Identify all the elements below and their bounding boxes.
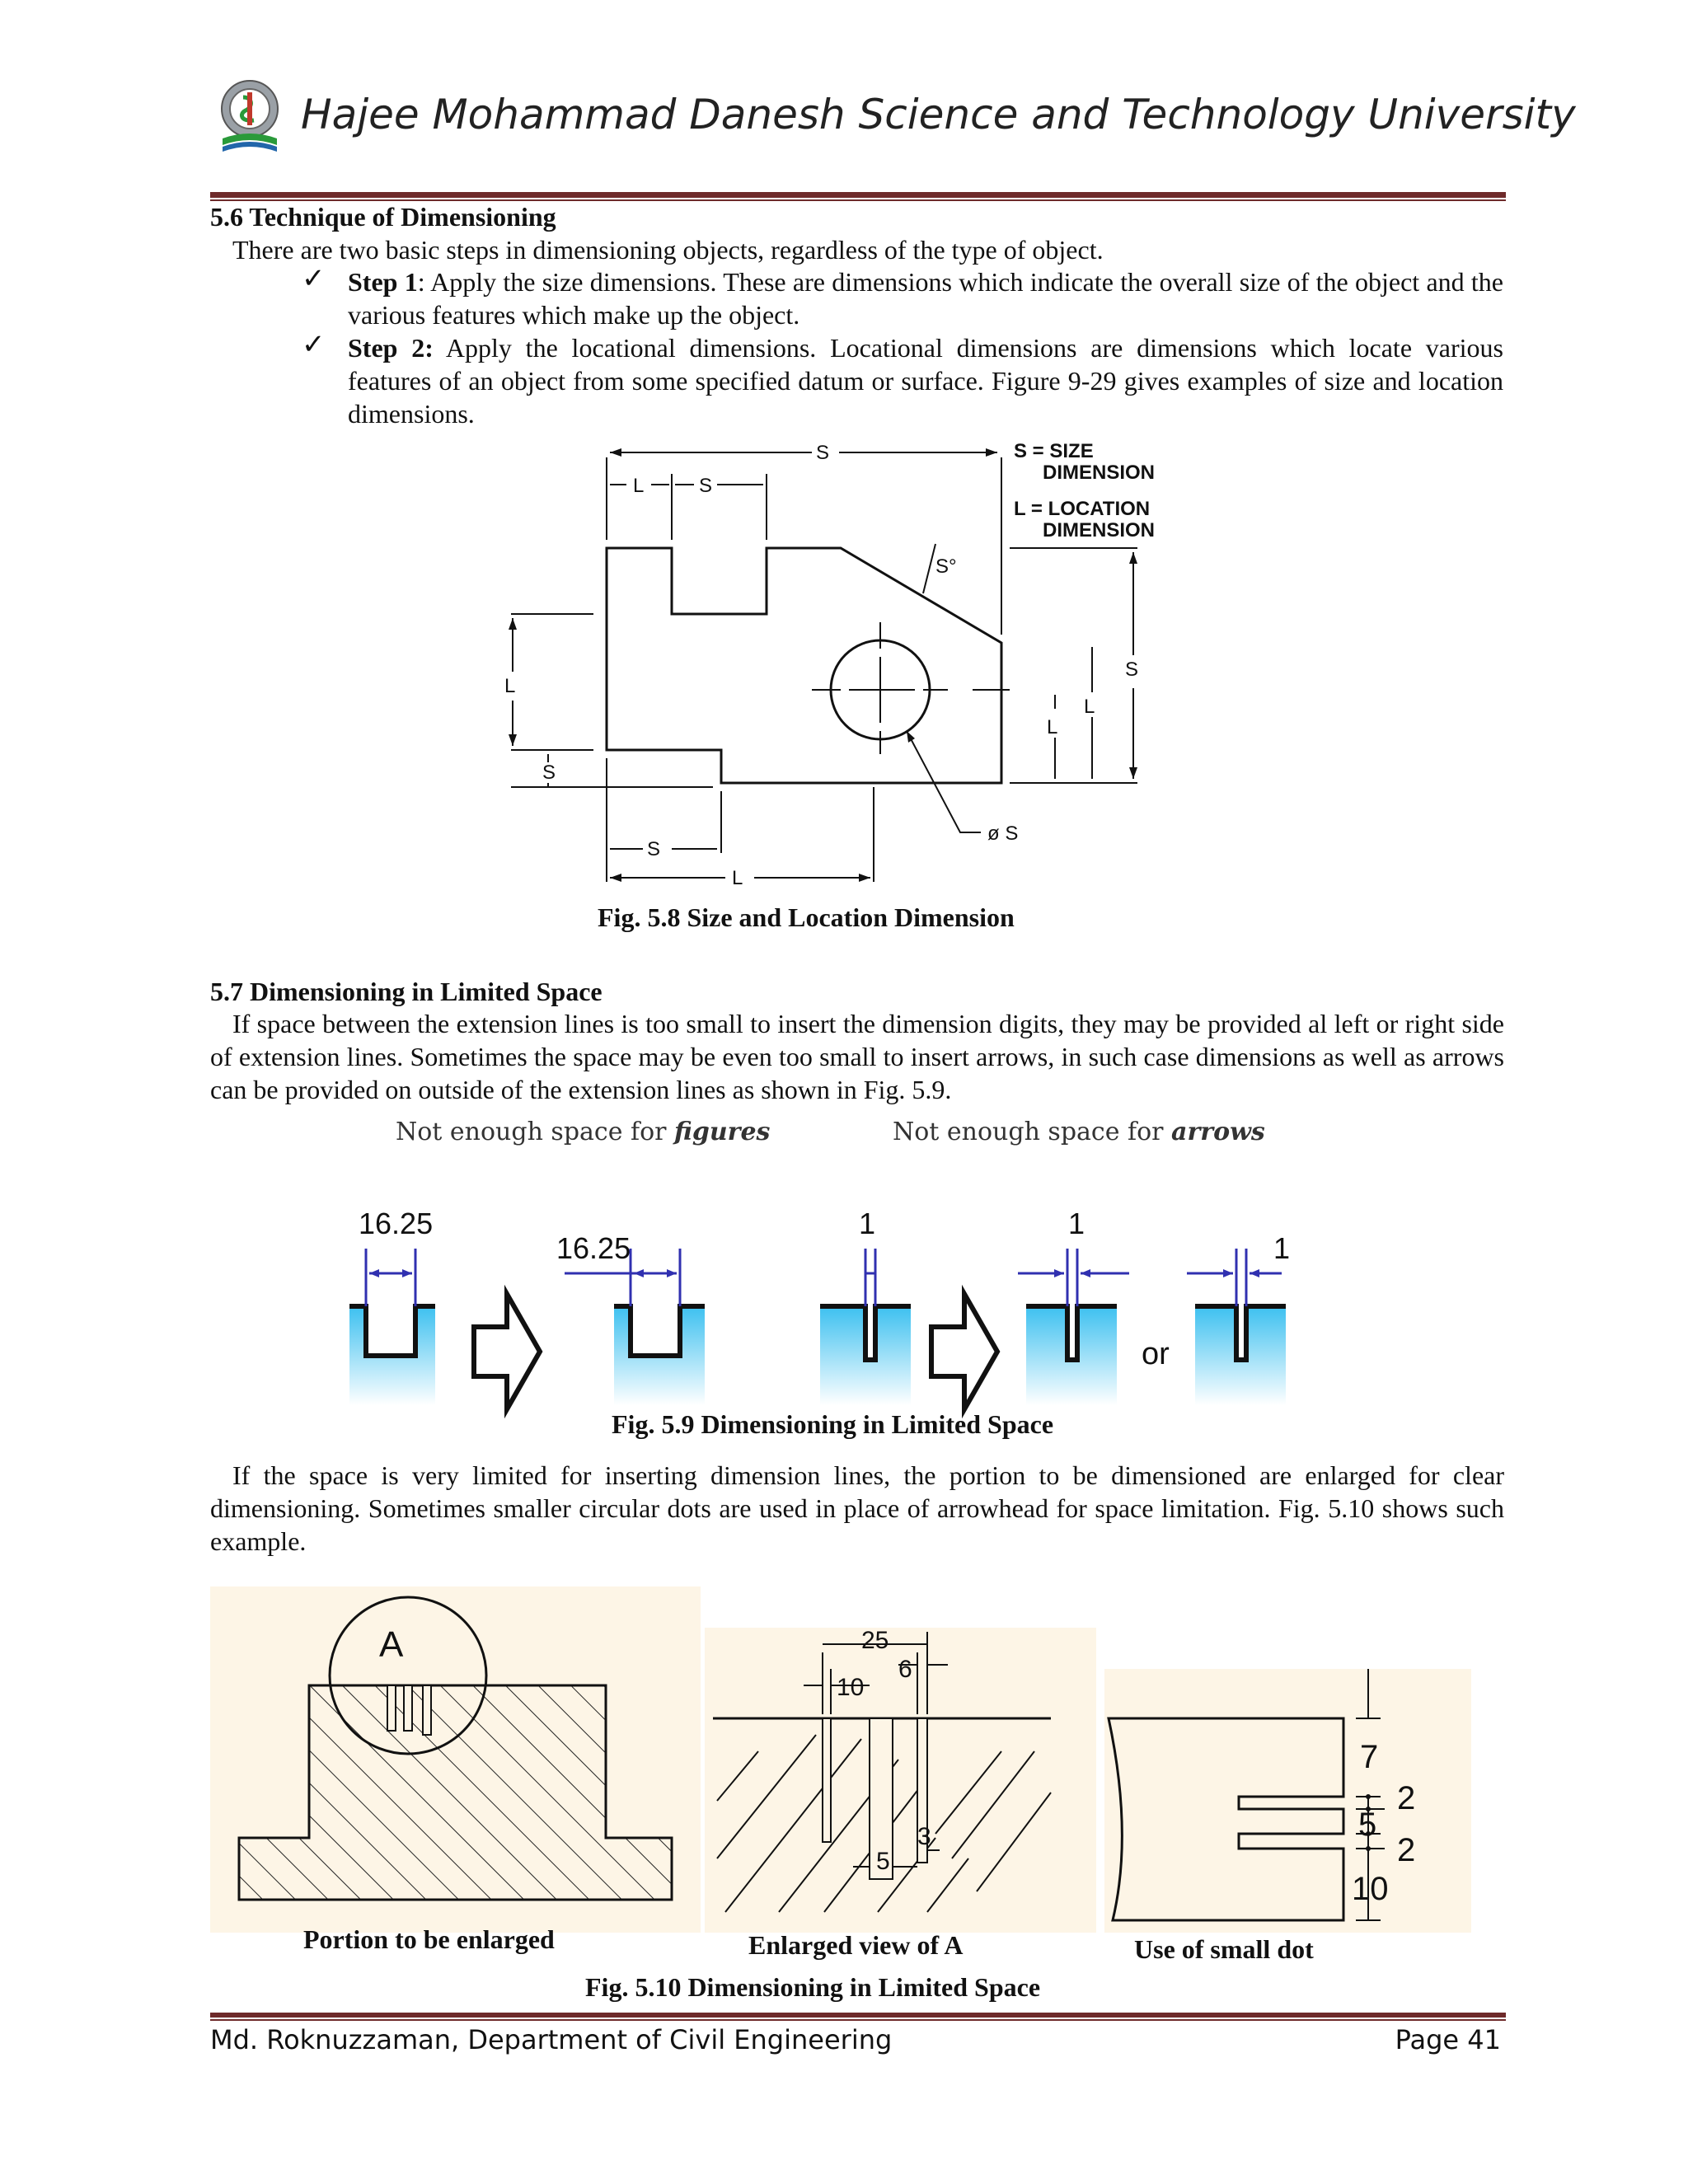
header-rule bbox=[210, 192, 1506, 198]
section-5-7-paragraph: If space between the extension lines is too small to insert the dimension digits, they may be provided al left or right side of extension lines. Sometimes the space may be even too small to insert arrows, in such case dimensions as well as arrows can be provided on outside of the extension lines as shown in Fig. 5.9. bbox=[210, 1009, 1504, 1104]
right-label-prefix: Not enough space for bbox=[893, 1118, 1172, 1146]
fig-5-10-sublabel-3: Use of small dot bbox=[1134, 1934, 1314, 1964]
footer-page-number: Page 41 bbox=[1395, 2024, 1501, 2055]
fig-5-8-drawing bbox=[486, 433, 1203, 894]
header-title: Hajee Mohammad Danesh Science and Technology University bbox=[301, 91, 1576, 138]
logo-emblem-icon bbox=[216, 74, 284, 157]
fig-5-10-sublabel-2: Enlarged view of A bbox=[748, 1930, 964, 1960]
fig59-value-3: 1 bbox=[859, 1207, 876, 1240]
dim-right-10: 10 bbox=[1352, 1871, 1389, 1907]
dim-right-5: 5 bbox=[1358, 1807, 1377, 1843]
dim-l-right: L bbox=[1084, 696, 1095, 718]
check-icon: ✓ bbox=[302, 264, 326, 294]
dim-s-right: S bbox=[1125, 658, 1139, 681]
dim-right-7: 7 bbox=[1360, 1739, 1379, 1775]
footer-rule-thin bbox=[210, 2019, 1506, 2021]
step-2 bbox=[348, 331, 1503, 430]
dim-l-left: L bbox=[504, 675, 516, 697]
fig59-or: or bbox=[1142, 1337, 1170, 1371]
step-1-label: Step 1 bbox=[348, 267, 418, 297]
left-label-emph: figures bbox=[674, 1118, 771, 1146]
left-label-prefix: Not enough space for bbox=[396, 1118, 675, 1146]
dim-s-left: S bbox=[542, 762, 556, 784]
fig-5-9-drawing bbox=[338, 1158, 1508, 1422]
right-label-emph: arrows bbox=[1171, 1118, 1265, 1146]
section-heading-5-6: 5.6 Technique of Dimensioning bbox=[210, 202, 556, 232]
step-1 bbox=[348, 265, 1503, 331]
step-2-label: Step 2: bbox=[348, 333, 434, 363]
university-logo bbox=[216, 74, 284, 157]
footer-rule bbox=[210, 2013, 1506, 2018]
fig59-value-2: 16.25 bbox=[556, 1231, 631, 1265]
dim-right-2a: 2 bbox=[1397, 1780, 1416, 1816]
paragraph-limited-space: If the space is very limited for inserting dimension lines, the portion to be dimensioned are enlarged for clear dimensioning. Sometimes smaller circular dots are used in place of arrowhead for space limitation. Fig. 5.10 shows such example. bbox=[210, 1460, 1504, 1556]
legend-size: S = SIZE bbox=[1014, 440, 1094, 462]
step-2-text: Apply the locational dimensions. Locational dimensions are dimensions which locate various features of an object from some specified datum or surface. Figure 9-29 gives examples of size and location dimensions. bbox=[348, 333, 1504, 429]
footer-author: Md. Roknuzzaman, Department of Civil Engineering bbox=[210, 2024, 893, 2055]
fig-5-9-left-label bbox=[396, 1118, 770, 1146]
dim-6: 6 bbox=[898, 1656, 912, 1683]
dim-l-top: L bbox=[633, 475, 645, 497]
legend-location-2: DIMENSION bbox=[1043, 519, 1156, 541]
dim-l-right-inner: L bbox=[1047, 716, 1058, 738]
dim-5: 5 bbox=[876, 1848, 890, 1875]
dim-s-bottom: S bbox=[647, 838, 661, 860]
dim-l-bottom: L bbox=[732, 867, 743, 889]
label-a: A bbox=[379, 1624, 404, 1665]
fig59-value-1: 16.25 bbox=[359, 1207, 434, 1240]
step-1-text: : Apply the size dimensions. These are dimensions which indicate the overall size of the object and the various features which make up the object. bbox=[348, 267, 1504, 330]
check-icon: ✓ bbox=[302, 330, 326, 360]
legend-location: L = LOCATION bbox=[1014, 498, 1151, 520]
dim-10: 10 bbox=[837, 1674, 865, 1701]
fig-5-10-sublabel-1: Portion to be enlarged bbox=[303, 1924, 555, 1954]
fig-5-10-drawing bbox=[210, 1586, 1471, 1949]
header-rule-thin bbox=[210, 199, 1506, 201]
section-intro: There are two basic steps in dimensioning objects, regardless of the type of object. bbox=[232, 235, 1104, 265]
dim-s-top: S bbox=[816, 442, 830, 464]
dim-3: 3 bbox=[917, 1823, 931, 1850]
fig-5-9-right-label bbox=[893, 1118, 1265, 1146]
legend-size-2: DIMENSION bbox=[1043, 462, 1156, 484]
dim-angle-s: S° bbox=[935, 555, 957, 578]
fig-5-10-caption: Fig. 5.10 Dimensioning in Limited Space bbox=[585, 1972, 1041, 2002]
fig59-value-5: 1 bbox=[1273, 1231, 1291, 1265]
dim-s-slot: S bbox=[699, 475, 713, 497]
fig-5-9-caption: Fig. 5.9 Dimensioning in Limited Space bbox=[612, 1409, 1054, 1439]
dim-25: 25 bbox=[861, 1627, 889, 1654]
fig-5-8-caption: Fig. 5.8 Size and Location Dimension bbox=[598, 902, 1015, 932]
fig59-value-4: 1 bbox=[1068, 1207, 1085, 1240]
section-heading-5-7: 5.7 Dimensioning in Limited Space bbox=[210, 977, 603, 1006]
dim-right-2b: 2 bbox=[1397, 1832, 1416, 1868]
dim-diameter: ø S bbox=[987, 823, 1019, 845]
